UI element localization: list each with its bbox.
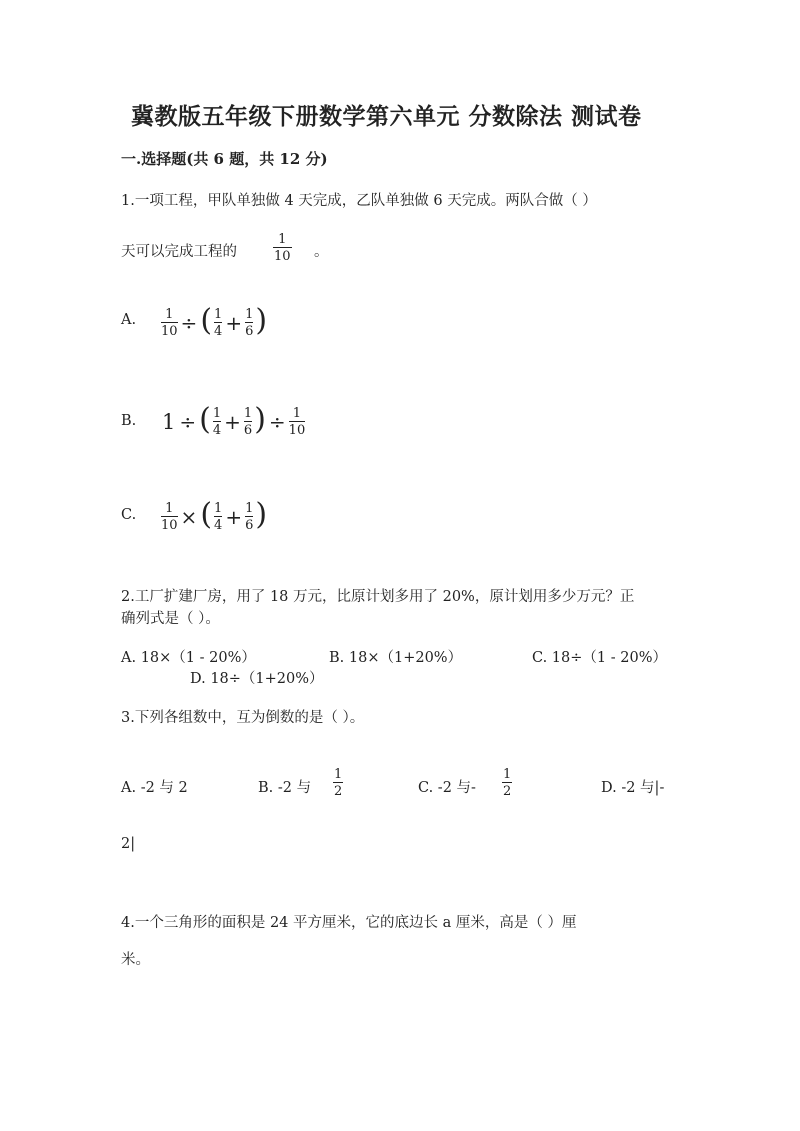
question-1-option-b-expression[interactable]: 1 ÷ ( 1 4 + 1 6 ) ÷ 1 10 — [162, 402, 306, 438]
question-1-option-c-expression[interactable]: 1 10 × ( 1 4 + 1 6 ) — [161, 497, 268, 533]
question-3-line-1: 3.下列各组数中，互为倒数的是（ ）。 — [121, 710, 365, 726]
question-3-option-a[interactable]: A. -2 与 2 — [121, 780, 188, 796]
question-3-option-c[interactable]: C. -2 与- — [418, 780, 476, 796]
question-2-option-b[interactable]: B. 18×（1+20%） — [329, 650, 463, 666]
question-1-option-a-expression[interactable]: 1 10 ÷ ( 1 4 + 1 6 ) — [161, 303, 268, 339]
page-title: 冀教版五年级下册数学第六单元 分数除法 测试卷 — [131, 103, 642, 130]
question-2-line-2: 确列式是（ ）。 — [121, 611, 220, 627]
question-1-line-2-suffix: 。 — [314, 244, 329, 260]
section-heading: 一.选择题(共 6 题，共 12 分) — [121, 150, 328, 168]
question-1-fraction: 1 10 — [274, 232, 291, 264]
question-1-line-2-prefix: 天可以完成工程的 — [121, 244, 237, 260]
question-3-option-d[interactable]: D. -2 与|- — [601, 780, 665, 796]
question-3-option-b-fraction: 1 2 — [334, 767, 343, 799]
question-3-option-d-continued: 2| — [121, 836, 136, 852]
question-2-option-a[interactable]: A. 18×（1 - 20%） — [121, 650, 256, 666]
question-1-option-c-label: C. — [121, 507, 137, 523]
question-2-line-1: 2.工厂扩建厂房，用了 18 万元，比原计划多用了 20%，原计划用多少万元？正 — [121, 589, 635, 605]
question-1-option-b-label: B. — [121, 413, 137, 429]
question-3-option-c-fraction: 1 2 — [503, 767, 512, 799]
question-1-option-a-label: A. — [121, 312, 137, 328]
question-4-line-2: 米。 — [121, 952, 150, 968]
question-3-option-b[interactable]: B. -2 与 — [258, 780, 312, 796]
question-1-line-1: 1.一项工程，甲队单独做 4 天完成，乙队单独做 6 天完成。两队合做（ ） — [121, 193, 597, 209]
question-2-option-d[interactable]: D. 18÷（1+20%） — [190, 671, 324, 687]
question-4-line-1: 4.一个三角形的面积是 24 平方厘米，它的底边长 a 厘米，高是（ ）厘 — [121, 915, 577, 931]
question-2-option-c[interactable]: C. 18÷（1 - 20%） — [532, 650, 667, 666]
